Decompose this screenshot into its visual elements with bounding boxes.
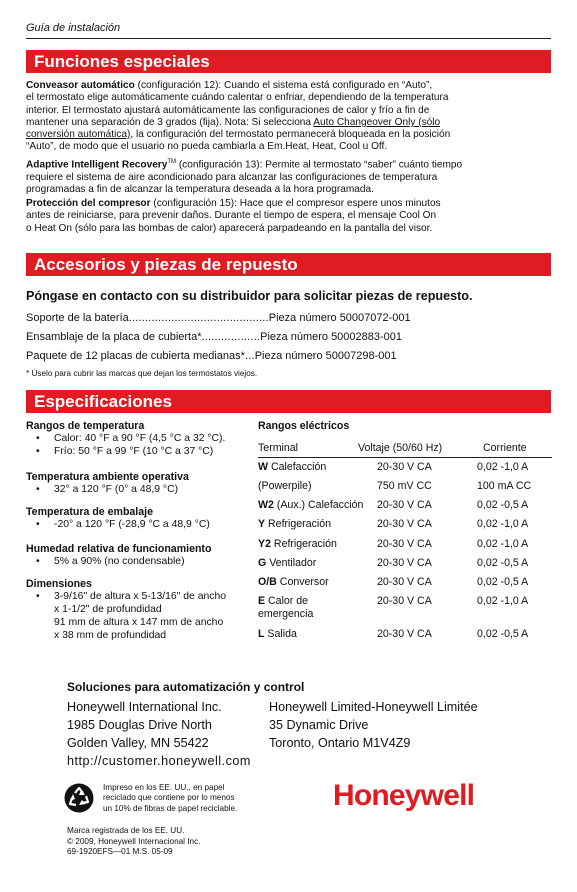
us-company: Honeywell International Inc. — [67, 700, 222, 714]
conveasor-paragraph — [26, 80, 526, 154]
terminal-cell — [258, 557, 316, 569]
terminal-code: W — [258, 461, 268, 473]
bullet: • — [36, 591, 40, 602]
spec-item — [36, 433, 225, 444]
part-name: Paquete de 12 placas de cubierta medianas* — [26, 350, 245, 362]
spec-value: x 38 mm de profundidad — [54, 630, 167, 641]
adaptive-title: Adaptive Intelligent Recovery — [26, 159, 168, 171]
adaptive-text: (configuración 13): Permite al termostato “saber” cuánto tiempo — [176, 159, 463, 171]
terminal-cell — [258, 538, 337, 550]
print-note — [103, 783, 237, 814]
print-note-line: un 10% de fibras de papel reciclable. — [103, 803, 238, 813]
current-cell: 0,02 -1,0 A — [477, 538, 529, 550]
proteccion-text: (configuración 15): Hace que el compresor espere unos minutos — [150, 198, 441, 209]
solutions-heading: Soluciones para automatización y control — [67, 680, 305, 694]
ca-company: Honeywell Limited-Honeywell Limitée — [269, 700, 478, 714]
terminal-label: Refrigeración — [270, 538, 337, 550]
auto-changeover-term: conversión automática) — [26, 129, 131, 141]
voltage-cell: 20-30 V CA — [377, 595, 432, 607]
current-cell: 0,02 -0,5 A — [477, 576, 529, 588]
us-street: 1985 Douglas Drive North — [67, 718, 212, 732]
trademark: TM — [167, 159, 177, 165]
terminal-cell — [258, 595, 313, 621]
bullet: • — [36, 433, 40, 444]
conveasor-text: el termostato elige automáticamente cuándo calentar o enfriar, dependiendo de la temperatura — [26, 92, 449, 104]
ca-street: 35 Dynamic Drive — [269, 718, 369, 732]
terminal-code: E — [258, 595, 266, 607]
current-cell: 0,02 -1,0 A — [477, 518, 529, 530]
terminal-code: L — [258, 628, 265, 640]
spec-temp-embalaje: Temperatura de embalaje — [26, 506, 153, 518]
conveasor-text: , la configuración del termostato permanecerá bloqueada en la posición — [130, 129, 451, 141]
proteccion-paragraph — [26, 198, 526, 235]
voltage-cell: 20-30 V CA — [377, 538, 432, 550]
col-voltaje: Voltaje (50/60 Hz) — [358, 442, 443, 454]
auto-changeover-term: Auto Changeover Only (sólo — [313, 116, 441, 128]
spec-value: 5% a 90% (no condensable) — [54, 556, 185, 567]
leader-dots: .................. — [201, 331, 261, 343]
current-cell: 0,02 -0,5 A — [477, 499, 529, 511]
voltage-cell: 20-30 V CA — [377, 461, 432, 473]
terminal-code: W2 — [258, 499, 274, 511]
spec-item — [36, 484, 178, 495]
legal-fine-print — [67, 826, 200, 858]
current-cell: 0,02 -1,0 A — [477, 461, 529, 473]
contact-note: Póngase en contacto con su distribuidor para solicitar piezas de repuesto. — [26, 289, 473, 303]
conveasor-title: Conveasor automático — [26, 80, 135, 91]
terminal-label: emergencia — [258, 608, 314, 620]
section-especificaciones: Especificaciones — [26, 390, 551, 413]
current-cell: 100 mA CC — [477, 480, 532, 492]
leader-dots: ........................................... — [128, 312, 269, 324]
col-corriente: Corriente — [483, 442, 527, 454]
rangos-electricos-title: Rangos eléctricos — [258, 420, 350, 432]
ca-city: Toronto, Ontario M1V4Z9 — [269, 736, 411, 750]
terminal-cell — [258, 461, 326, 473]
spec-value: 32° a 120 °F (0° a 48,9 °C) — [54, 484, 179, 495]
part-name: Soporte de la batería — [26, 312, 129, 324]
legal-line: © 2009, Honeywell Internacional Inc. — [67, 836, 201, 846]
terminal-code: O/B — [258, 576, 277, 588]
spec-item — [36, 556, 185, 567]
terminal-label: Calor de — [265, 595, 309, 607]
spec-temp-ambiente: Temperatura ambiente operativa — [26, 471, 189, 483]
print-note-line: reciclado que contiene por lo menos — [103, 793, 235, 803]
part-number: Pieza número 50007072-001 — [268, 312, 411, 324]
voltage-cell: 20-30 V CA — [377, 576, 432, 588]
print-note-line: Impreso en los EE. UU., en papel — [103, 783, 225, 792]
section-accesorios: Accesorios y piezas de repuesto — [26, 253, 551, 276]
conveasor-text: interior. El termostato ajustará automáticamente las configuraciones de calor y frío a fin de — [26, 104, 430, 116]
bullet: • — [36, 484, 40, 495]
part-number: Pieza número 50002883-001 — [260, 331, 403, 343]
honeywell-logo: Honeywell — [333, 779, 475, 812]
us-city: Golden Valley, MN 55422 — [67, 736, 209, 750]
bullet: • — [36, 519, 40, 530]
adaptive-paragraph — [26, 156, 526, 196]
voltage-cell: 20-30 V CA — [377, 499, 432, 511]
adaptive-text: programadas a fin de alcanzar la temperatura deseada a la hora programada. — [26, 183, 374, 195]
part-name: Ensamblaje de la placa de cubierta* — [26, 331, 202, 343]
bullet: • — [36, 556, 40, 567]
terminal-label: Ventilador — [266, 557, 317, 569]
spec-item — [36, 591, 226, 602]
conveasor-text: (configuración 12): Cuando el sistema está configurado en “Auto”, — [134, 80, 433, 91]
recycle-icon — [64, 783, 94, 813]
terminal-label: Calefacción — [268, 461, 327, 473]
proteccion-text: antes de reiniciarse, para prevenir daños. Durante el tiempo de espera, el mensaje Cool On — [26, 210, 437, 222]
guide-title: Guía de instalación — [26, 22, 121, 34]
terminal-label: Conversor — [276, 576, 329, 588]
conveasor-text: “Auto”, de modo que el usuario no pueda cambiarla a Em.Heat, Heat, Cool u Off. — [26, 141, 388, 153]
terminal-cell — [258, 518, 331, 530]
spec-value: 3-9/16" de altura x 5-13/16" de ancho — [54, 591, 227, 602]
terminal-label: (Powerpile) — [258, 480, 312, 492]
bullet: • — [36, 446, 40, 457]
terminal-code: Y2 — [258, 538, 271, 550]
spec-value: Frío: 50 °F a 99 °F (10 °C a 37 °C) — [54, 446, 214, 457]
proteccion-title: Protección del compresor — [26, 198, 151, 209]
current-cell: 0,02 -1,0 A — [477, 595, 529, 607]
part-row — [26, 331, 402, 343]
spec-dimensiones: Dimensiones — [26, 578, 92, 590]
terminal-code: Y — [258, 518, 266, 530]
part-row — [26, 350, 397, 362]
terminal-cell — [258, 628, 297, 640]
terminal-cell — [258, 499, 363, 511]
terminal-label: (Aux.) Calefacción — [273, 499, 364, 511]
spec-value: x 1-1/2" de profundidad — [54, 604, 162, 615]
proteccion-text: o Heat On (sólo para las bombas de calor) aparecerá parpadeando en la pantalla del visor. — [26, 222, 433, 234]
legal-line: Marca registrada de los EE. UU. — [67, 826, 185, 835]
voltage-cell: 750 mV CC — [377, 480, 432, 492]
current-cell: 0,02 -0,5 A — [477, 628, 529, 640]
terminal-cell — [258, 480, 312, 492]
spec-item — [36, 519, 210, 530]
parts-footnote: * Úselo para cubrir las marcas que dejan los termostatos viejos. — [26, 369, 258, 378]
leader-dots: ... — [244, 350, 255, 362]
spec-humedad: Humedad relativa de funcionamiento — [26, 543, 212, 555]
current-cell: 0,02 -0,5 A — [477, 557, 529, 569]
voltage-cell: 20-30 V CA — [377, 518, 432, 530]
spec-item — [36, 446, 213, 457]
part-row — [26, 312, 411, 324]
terminal-label: Salida — [264, 628, 297, 640]
voltage-cell: 20-30 V CA — [377, 628, 432, 640]
adaptive-text: requiere el sistema de aire acondicionado para alcanzar las configuraciones de temperatura — [26, 171, 438, 183]
terminal-label: Refrigeración — [265, 518, 332, 530]
table-header-rule — [258, 457, 552, 458]
spec-rangos-temperatura: Rangos de temperatura — [26, 420, 145, 432]
col-terminal: Terminal — [258, 442, 299, 454]
terminal-cell — [258, 576, 329, 588]
header-rule — [26, 38, 551, 39]
customer-url-link[interactable]: http://customer.honeywell.com — [67, 754, 251, 768]
section-funciones-especiales: Funciones especiales — [26, 50, 551, 73]
terminal-code: G — [258, 557, 267, 569]
part-number: Pieza número 50007298-001 — [254, 350, 397, 362]
spec-value: Calor: 40 °F a 90 °F (4,5 °C a 32 °C). — [54, 433, 226, 444]
legal-line: 69-1920EFS—01 M.S. 05-09 — [67, 847, 173, 857]
spec-value: -20° a 120 °F (-28,9 °C a 48,9 °C) — [54, 519, 210, 530]
conveasor-text: mantener una separación de 3 grados (fija). Nota: Si selecciona — [26, 116, 314, 128]
voltage-cell: 20-30 V CA — [377, 557, 432, 569]
spec-value: 91 mm de altura x 147 mm de ancho — [54, 617, 224, 628]
